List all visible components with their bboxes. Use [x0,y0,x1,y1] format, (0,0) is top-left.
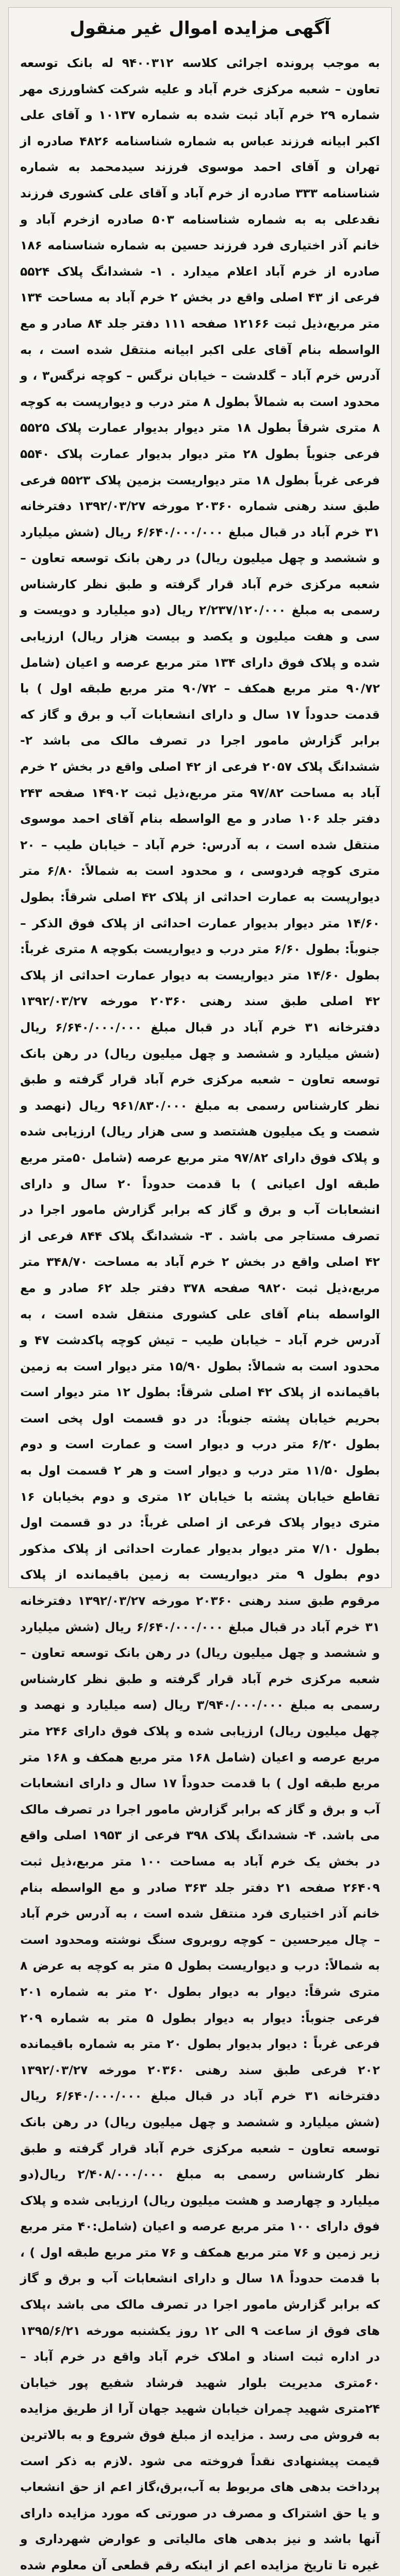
notice-body: به موجب پرونده اجرائی کلاسه ۹۴۰۰۳۱۲ له بانک توسعه تعاون – شعبه مرکزی خرم آباد و علیه شرکت کشاورزی مهر شماره ۲۹ خرم آباد ثبت شده به شماره ۱۰۱۳۷ و آقای علی اکبر ابیانه فرزند عباس به شماره شناسنامه ۴۸۲۶ صادره از تهران و آقای احمد موسوی فرزند سیدمحمد به شماره شناسنامه ۳۳۳ صادره از خرم آباد و آقای علی کشوری فرزند نقدعلی به به شماره شناسنامه ۵۰۳ صادره ازخرم آباد و خانم آذر اختیاری فرد فرزند حسین به شماره شناسنامه ۱۸۶ صادره از خرم آباد اعلام میدارد . ۱- ششدانگ پلاک ۵۵۲۴ فرعی از ۴۳ اصلی واقع در بخش ۲ خرم آباد به مساحت ۱۳۴ متر مربع،ذیل ثبت ۱۲۱۶۶ صفحه ۱۱۱ دفتر جلد ۸۴ صادر و مع الواسطه بنام آقای علی اکبر ابیانه منتقل شده است ، به آدرس خرم آباد – گلدشت – خیابان نرگس – کوچه نرگس۳ ، و محدود است به شمالاً بطول ۸ متر درب و دیوارپست به کوچه ۸ متری شرقاً بطول ۱۸ متر دیوار بدیوار عمارت پلاک ۵۵۲۵ فرعی جنوباً بطول ۲۸ متر دیوار بدیوار عمارت پلاک ۵۵۴۰ فرعی غرباً بطول ۱۸ متر دیواریست بزمین پلاک ۵۵۲۳ فرعی طبق سند رهنی شماره ۲۰۳۶۰ مورخه ۱۳۹۲/۰۳/۲۷ دفترخانه ۳۱ خرم آباد در قبال مبلغ ۶/۶۴۰/۰۰۰/۰۰۰ ریال (شش میلیارد و ششصد و چهل میلیون ریال) در رهن بانک توسعه تعاون – شعبه مرکزی خرم آباد قرار گرفته و طبق نظر کارشناس رسمی به مبلغ ۲/۲۳۷/۱۲۰/۰۰۰ ریال (دو میلیارد و دویست و سی و هفت میلیون و یکصد و بیست هزار ریال) ارزیابی شده و پلاک فوق دارای ۱۳۴ متر مربع عرصه و اعیان (شامل ۹۰/۷۲ متر مربع همکف – ۹۰/۷۲ متر مربع طبقه اول ) با قدمت حدوداً ۱۷ سال و دارای انشعابات آب و برق و گاز که برابر گزارش مامور اجرا در تصرف مالک می باشد ۲- ششدانگ پلاک ۲۰۵۷ فرعی از ۴۲ اصلی واقع در بخش ۲ خرم آباد به مساحت ۹۷/۸۲ متر مربع،ذیل ثبت ۱۴۹۰۲ صفحه ۲۴۳ دفتر جلد ۱۰۶ صادر و مع الواسطه بنام آقای احمد موسوی منتقل شده است ، به آدرس: خرم آباد – خیابان طیب – ۲۰ متری کوچه فردوسی ، و محدود است به شمالاً: ۶/۸۰ متر دیوارپست به عمارت احداثی از پلاک ۴۲ اصلی شرقاً: بطول ۱۴/۶۰ متر دیوار بدیوار عمارت احداثی از پلاک فوق الذکر – جنوباً: بطول ۶/۶۰ متر درب و دیواریست بکوچه ۸ متری غرباً: بطول ۱۴/۶۰ متر دیواریست به دیوار عمارت احداثی از پلاک ۴۲ اصلی طبق سند رهنی ۲۰۳۶۰ مورخه ۱۳۹۲/۰۳/۲۷ دفترخانه ۳۱ خرم آباد در قبال مبلغ ۶/۶۴۰/۰۰۰/۰۰۰ ریال (شش میلیارد و ششصد و چهل میلیون ریال) در رهن بانک توسعه تعاون – شعبه مرکزی خرم آباد قرار گرفته و طبق نظر کارشناس رسمی به مبلغ ۹۶۱/۸۳۰/۰۰۰ ریال (نهصد و شصت و یک میلیون هشتصد و سی هزار ریال) ارزیابی شده و پلاک فوق دارای ۹۷/۸۲ متر مربع عرصه (شامل ۵۰متر مربع طبقه اول اعیانی ) با قدمت حدوداً ۲۰ سال و دارای انشعابات آب و برق و گاز که برابر گزارش مامور اجرا در تصرف مستاجر می باشد . ۳- ششدانگ پلاک ۸۴۴ فرعی از ۴۲ اصلی واقع در بخش ۲ خرم آباد به مساحت ۳۴۸/۷۰ متر مربع،ذیل ثبت ۹۸۲۰ صفحه ۳۷۸ دفتر جلد ۶۲ صادر و مع الواسطه بنام آقای علی کشوری منتقل شده است ، به آدرس خرم آباد – خیابان طیب – تیش کوچه پاکدشت ۴۷ و محدود است به شمالاً: بطول ۱۵/۹۰ متر دیوار است به زمین باقیمانده از پلاک ۴۲ اصلی شرقاً: بطول ۱۲ متر دیوار است بحریم خیابان پشته جنوباً: در دو قسمت اول پخی است بطول ۶/۲۰ متر درب و دیوار است و عمارت است و دوم بطول ۱۱/۵۰ متر درب و دیوار است و هر ۲ قسمت اول به تقاطع خیابان پشته با خیابان ۱۲ متری و دوم بخیابان ۱۶ متری دیوار پلاک فرعی از اصلی غرباً: در دو قسمت اول بطول ۷/۱۰ متر دیوار بدیوار عمارت احداثی از پلاک مذکور دوم بطول ۹ متر دیواریست به زمین باقیمانده از پلاک مرقوم طبق سند رهنی ۲۰۳۶۰ مورخه ۱۳۹۲/۰۳/۲۷ دفترخانه ۳۱ خرم آباد در قبال مبلغ ۶/۶۴۰/۰۰۰/۰۰۰ ریال (شش میلیارد و ششصد و چهل میلیون ریال) در رهن بانک توسعه تعاون – شعبه مرکزی خرم آباد قرار گرفته و طبق نظر کارشناس رسمی به مبلغ ۳/۹۴۰/۰۰۰/۰۰۰ ریال (سه میلیارد و نهصد و چهل میلیون ریال) ارزیابی شده و پلاک فوق دارای ۲۴۶ متر مربع عرصه و اعیان (شامل ۱۶۸ متر مربع همکف و ۱۶۸ متر مربع طبقه اول ) با قدمت حدوداً ۱۷ سال و دارای انشعابات آب و برق و گاز که برابر گزارش مامور اجرا در تصرف مالک می باشد. ۴- ششدانگ پلاک ۳۹۸ فرعی از ۱۹۵۳ اصلی واقع در بخش یک خرم آباد به مساحت ۱۰۰ متر مربع،ذیل ثبت ۲۶۴۰۹ صفحه ۲۱ دفتر جلد ۳۶۳ صادر و مع الواسطه بنام خانم آذر اختیاری فرد منتقل شده است ، به آدرس خرم آباد – چال میرحسین – کوچه روبروی سنگ نوشته ومحدود است به شمالاً: درب و دیواریست بطول ۵ متر به کوچه به عرض ۸ متری شرقاً: دیوار به دیوار بطول ۲۰ متر به شماره ۲۰۱ فرعی جنوباً: دیوار به دیوار بطول ۵ متر به شماره ۲۰۹ فرعی غرباً : دیوار بدیوار بطول ۲۰ متر به شماره باقیمانده ۲۰۲ فرعی طبق سند رهنی ۲۰۳۶۰ مورخه ۱۳۹۲/۰۳/۲۷ دفترخانه ۳۱ خرم آباد در قبال مبلغ ۶/۶۴۰/۰۰۰/۰۰۰ ریال (شش میلیارد و ششصد و چهل میلیون ریال) در رهن بانک توسعه تعاون – شعبه مرکزی خرم آباد قرار گرفته و طبق نظر کارشناس رسمی به مبلغ ۲/۴۰۸/۰۰۰/۰۰۰ ریال(دو میلیارد و چهارصد و هشت میلیون ریال) ارزیابی شده و پلاک فوق دارای ۱۰۰ متر مربع عرصه و اعیان (شامل:۴۰ متر مربع زیر زمین و ۷۶ متر مربع همکف و ۷۶ متر مربع طبقه اول ) ، با قدمت حدوداً ۱۸ سال و دارای انشعابات آب و برق و گاز که برابر گزارش مامور اجرا در تصرف مالک می باشد ،پلاک های فوق از ساعت ۹ الی ۱۲ روز یکشنبه مورخه ۱۳۹۵/۶/۲۱ در اداره ثبت اسناد و املاک خرم آباد واقع در خرم آباد – ۶۰متری مدیریت بلوار شهید فرشاد شفیع پور خیابان ۲۴متری شهید چمران خیابان شهید جهان آرا از طریق مزایده به فروش می رسد . مزایده از مبلغ فوق شروع و به بالاترین قیمت پیشنهادی نقداً فروخته می شود .لازم به ذکر است پرداخت بدهی های مربوط به آب،برق،گاز اعم از حق انشعاب و یا حق اشتراک و مصرف در صورتی که مورد مزایده دارای آنها باشد و نیز بدهی های مالیاتی و عوارض شهرداری و غیره تا تاریخ مزایده اعم از اینکه رقم قطعی آن معلوم شده [20,56,380,2572]
notice-page [8,7,392,2572]
notice-title: آگهی مزایده اموال غیر منقول [70,18,330,39]
